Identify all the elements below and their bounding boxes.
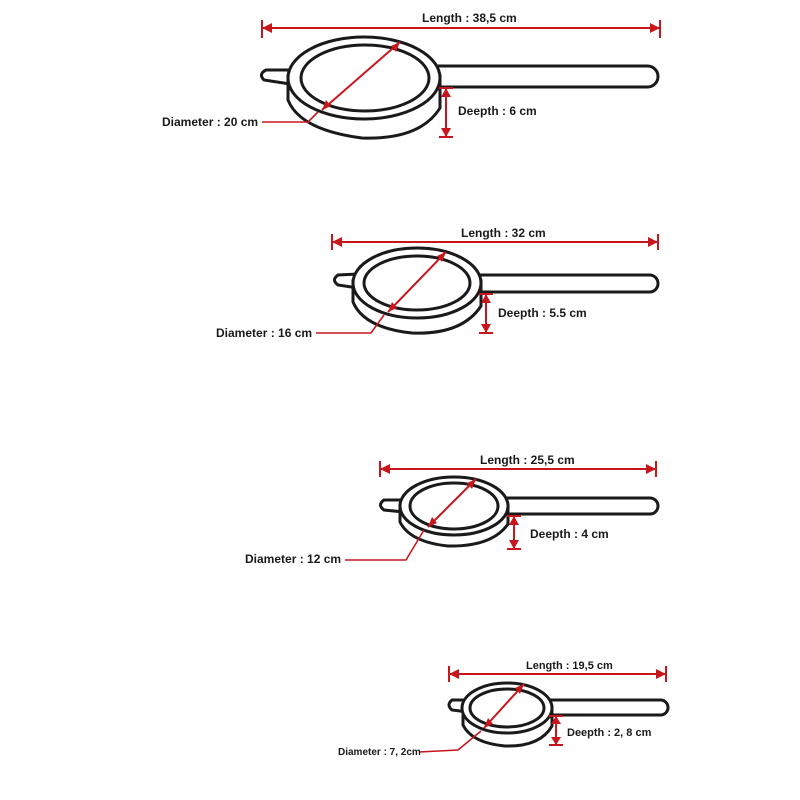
depth-label: Deepth : 2, 8 cm bbox=[567, 727, 652, 739]
strainer-handle bbox=[420, 66, 658, 87]
diameter-label: Diameter : 7, 2cm bbox=[338, 747, 421, 758]
diameter-label: Diameter : 20 cm bbox=[162, 115, 259, 129]
depth-label: Deepth : 5.5 cm bbox=[498, 306, 587, 320]
strainer-handle bbox=[462, 275, 658, 292]
length-label: Length : 25,5 cm bbox=[480, 453, 575, 467]
depth-label: Deepth : 4 cm bbox=[530, 527, 609, 541]
diameter-label: Diameter : 16 cm bbox=[216, 326, 313, 340]
strainer-small bbox=[338, 660, 668, 758]
depth-label: Deepth : 6 cm bbox=[458, 104, 537, 118]
diameter-label: Diameter : 12 cm bbox=[245, 552, 342, 566]
strainer-handle bbox=[540, 700, 668, 715]
strainer-medium bbox=[245, 453, 658, 566]
length-label: Length : 32 cm bbox=[461, 226, 546, 240]
strainer-handle bbox=[496, 498, 658, 514]
strainer-large bbox=[162, 11, 660, 138]
strainer-medium-large bbox=[216, 226, 658, 340]
length-label: Length : 38,5 cm bbox=[422, 11, 517, 25]
length-label: Length : 19,5 cm bbox=[526, 660, 613, 672]
